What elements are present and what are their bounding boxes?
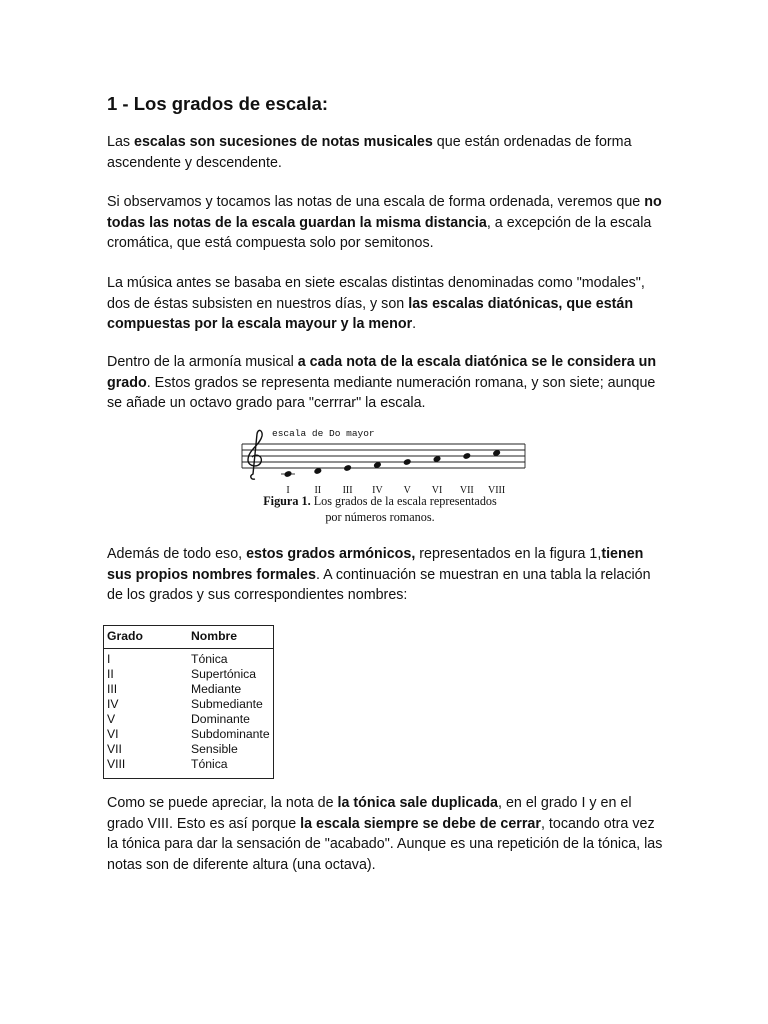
table-row bbox=[104, 712, 274, 727]
cell-grado: III bbox=[107, 682, 118, 696]
degree-label: II bbox=[314, 485, 322, 495]
section-heading: 1 - Los grados de escala: bbox=[107, 93, 329, 114]
text-span: . Estos grados se representa mediante numeración romana, y son siete; aunque se añade un octavo grado para "cerrrar" la escala. bbox=[107, 374, 656, 411]
table-row bbox=[104, 682, 274, 697]
cell-nombre: Dominante bbox=[191, 712, 250, 726]
treble-clef-icon bbox=[248, 430, 262, 479]
cell-nombre: Sensible bbox=[191, 742, 238, 756]
text-span: que están ordenadas de forma ascendente y descendente. bbox=[107, 134, 632, 171]
cell-grado: VI bbox=[107, 727, 119, 741]
paragraph-escalas bbox=[107, 132, 667, 173]
cell-grado: II bbox=[107, 667, 114, 681]
cell-grado: VIII bbox=[107, 757, 126, 771]
cell-nombre: Mediante bbox=[191, 682, 242, 696]
header-grado: Grado bbox=[104, 626, 189, 649]
note-7 bbox=[462, 452, 471, 460]
degree-label: IV bbox=[372, 485, 383, 495]
degree-label: I bbox=[286, 485, 290, 495]
text-span: Como se puede apreciar, la nota de bbox=[107, 795, 338, 811]
note-5 bbox=[403, 458, 412, 466]
bold-text: la escala siempre se debe de cerrar bbox=[300, 815, 541, 832]
table-row bbox=[104, 742, 274, 757]
caption-label: Figura 1. bbox=[263, 494, 311, 508]
staff-title: escala de Do mayor bbox=[272, 428, 375, 439]
text-span: representados en la figura 1, bbox=[415, 546, 602, 562]
cell-nombre: Tónica bbox=[191, 757, 228, 771]
bold-text: tienen sus propios nombres formales bbox=[107, 546, 644, 583]
paragraph-armonicos bbox=[107, 544, 667, 606]
degree-label: VIII bbox=[487, 485, 506, 495]
bold-text: las escalas diatónicas, que están compuestas por la escala mayour y la menor bbox=[107, 295, 634, 332]
degree-label: VI bbox=[431, 485, 443, 495]
degree-label: VII bbox=[459, 485, 474, 495]
cell-nombre: Submediante bbox=[191, 697, 263, 711]
degree-label: V bbox=[403, 485, 411, 495]
caption-line1: Los grados de la escala representados bbox=[310, 494, 497, 508]
text-span: Además de todo eso, bbox=[107, 546, 247, 562]
note-1 bbox=[281, 470, 295, 478]
figure-caption bbox=[230, 493, 530, 525]
paragraph-modales bbox=[107, 273, 667, 335]
text-span: , en el grado I y en el grado VIII. Esto es así porque bbox=[107, 795, 632, 832]
cell-grado: IV bbox=[107, 697, 119, 711]
note-3 bbox=[343, 464, 352, 472]
bold-text: a cada nota de la escala diatónica se le considera un grado bbox=[107, 354, 657, 391]
cell-grado: V bbox=[107, 712, 116, 726]
header-nombre: Nombre bbox=[188, 626, 274, 649]
table-row bbox=[104, 697, 274, 712]
scale-figure bbox=[230, 420, 530, 530]
text-span: , a excepción de la escala cromática, que está compuesta solo por semitonos. bbox=[107, 214, 652, 251]
paragraph-tonica bbox=[107, 793, 667, 875]
bold-text: estos grados armónicos, bbox=[246, 546, 416, 562]
grades-table bbox=[103, 625, 274, 779]
table-row bbox=[104, 757, 274, 779]
text-span: . bbox=[412, 316, 417, 332]
text-span: Las bbox=[107, 134, 135, 150]
caption-line2: por números romanos. bbox=[325, 510, 435, 524]
text-span: Dentro de la armonía musical bbox=[107, 354, 298, 370]
cell-nombre: Subdominante bbox=[191, 727, 270, 741]
table-row bbox=[104, 649, 274, 668]
degree-label: III bbox=[342, 485, 353, 495]
paragraph-grado bbox=[107, 352, 667, 414]
cell-nombre: Supertónica bbox=[191, 667, 257, 681]
table-header-row bbox=[104, 626, 274, 649]
cell-grado: I bbox=[107, 652, 111, 666]
bold-text: no todas las notas de la escala guardan la misma distancia bbox=[107, 194, 662, 231]
cell-nombre: Tónica bbox=[191, 652, 228, 666]
table-row bbox=[104, 727, 274, 742]
table-row bbox=[104, 667, 274, 682]
bold-text: la tónica sale duplicada bbox=[337, 795, 498, 811]
text-span: Si observamos y tocamos las notas de una escala de forma ordenada, veremos que bbox=[107, 194, 645, 210]
text-span: La música antes se basaba en siete escalas distintas denominadas como "modales", dos de éstas subsisten en nuestros días, y son bbox=[107, 275, 645, 312]
cell-grado: VII bbox=[107, 742, 122, 756]
text-span: . A continuación se muestran en una tabla la relación de los grados y sus correspondientes nombres: bbox=[107, 566, 651, 603]
bold-text: escalas son sucesiones de notas musicales bbox=[134, 134, 433, 150]
scale-notes bbox=[281, 449, 501, 478]
paragraph-distancia bbox=[107, 192, 667, 254]
staff-lines bbox=[242, 444, 525, 468]
text-span: , tocando otra vez la tónica para dar la sensación de "acabado". Aunque es una repetición de la tónica, las notas son de diferente altura (una octava). bbox=[107, 815, 663, 873]
music-staff bbox=[230, 420, 530, 495]
